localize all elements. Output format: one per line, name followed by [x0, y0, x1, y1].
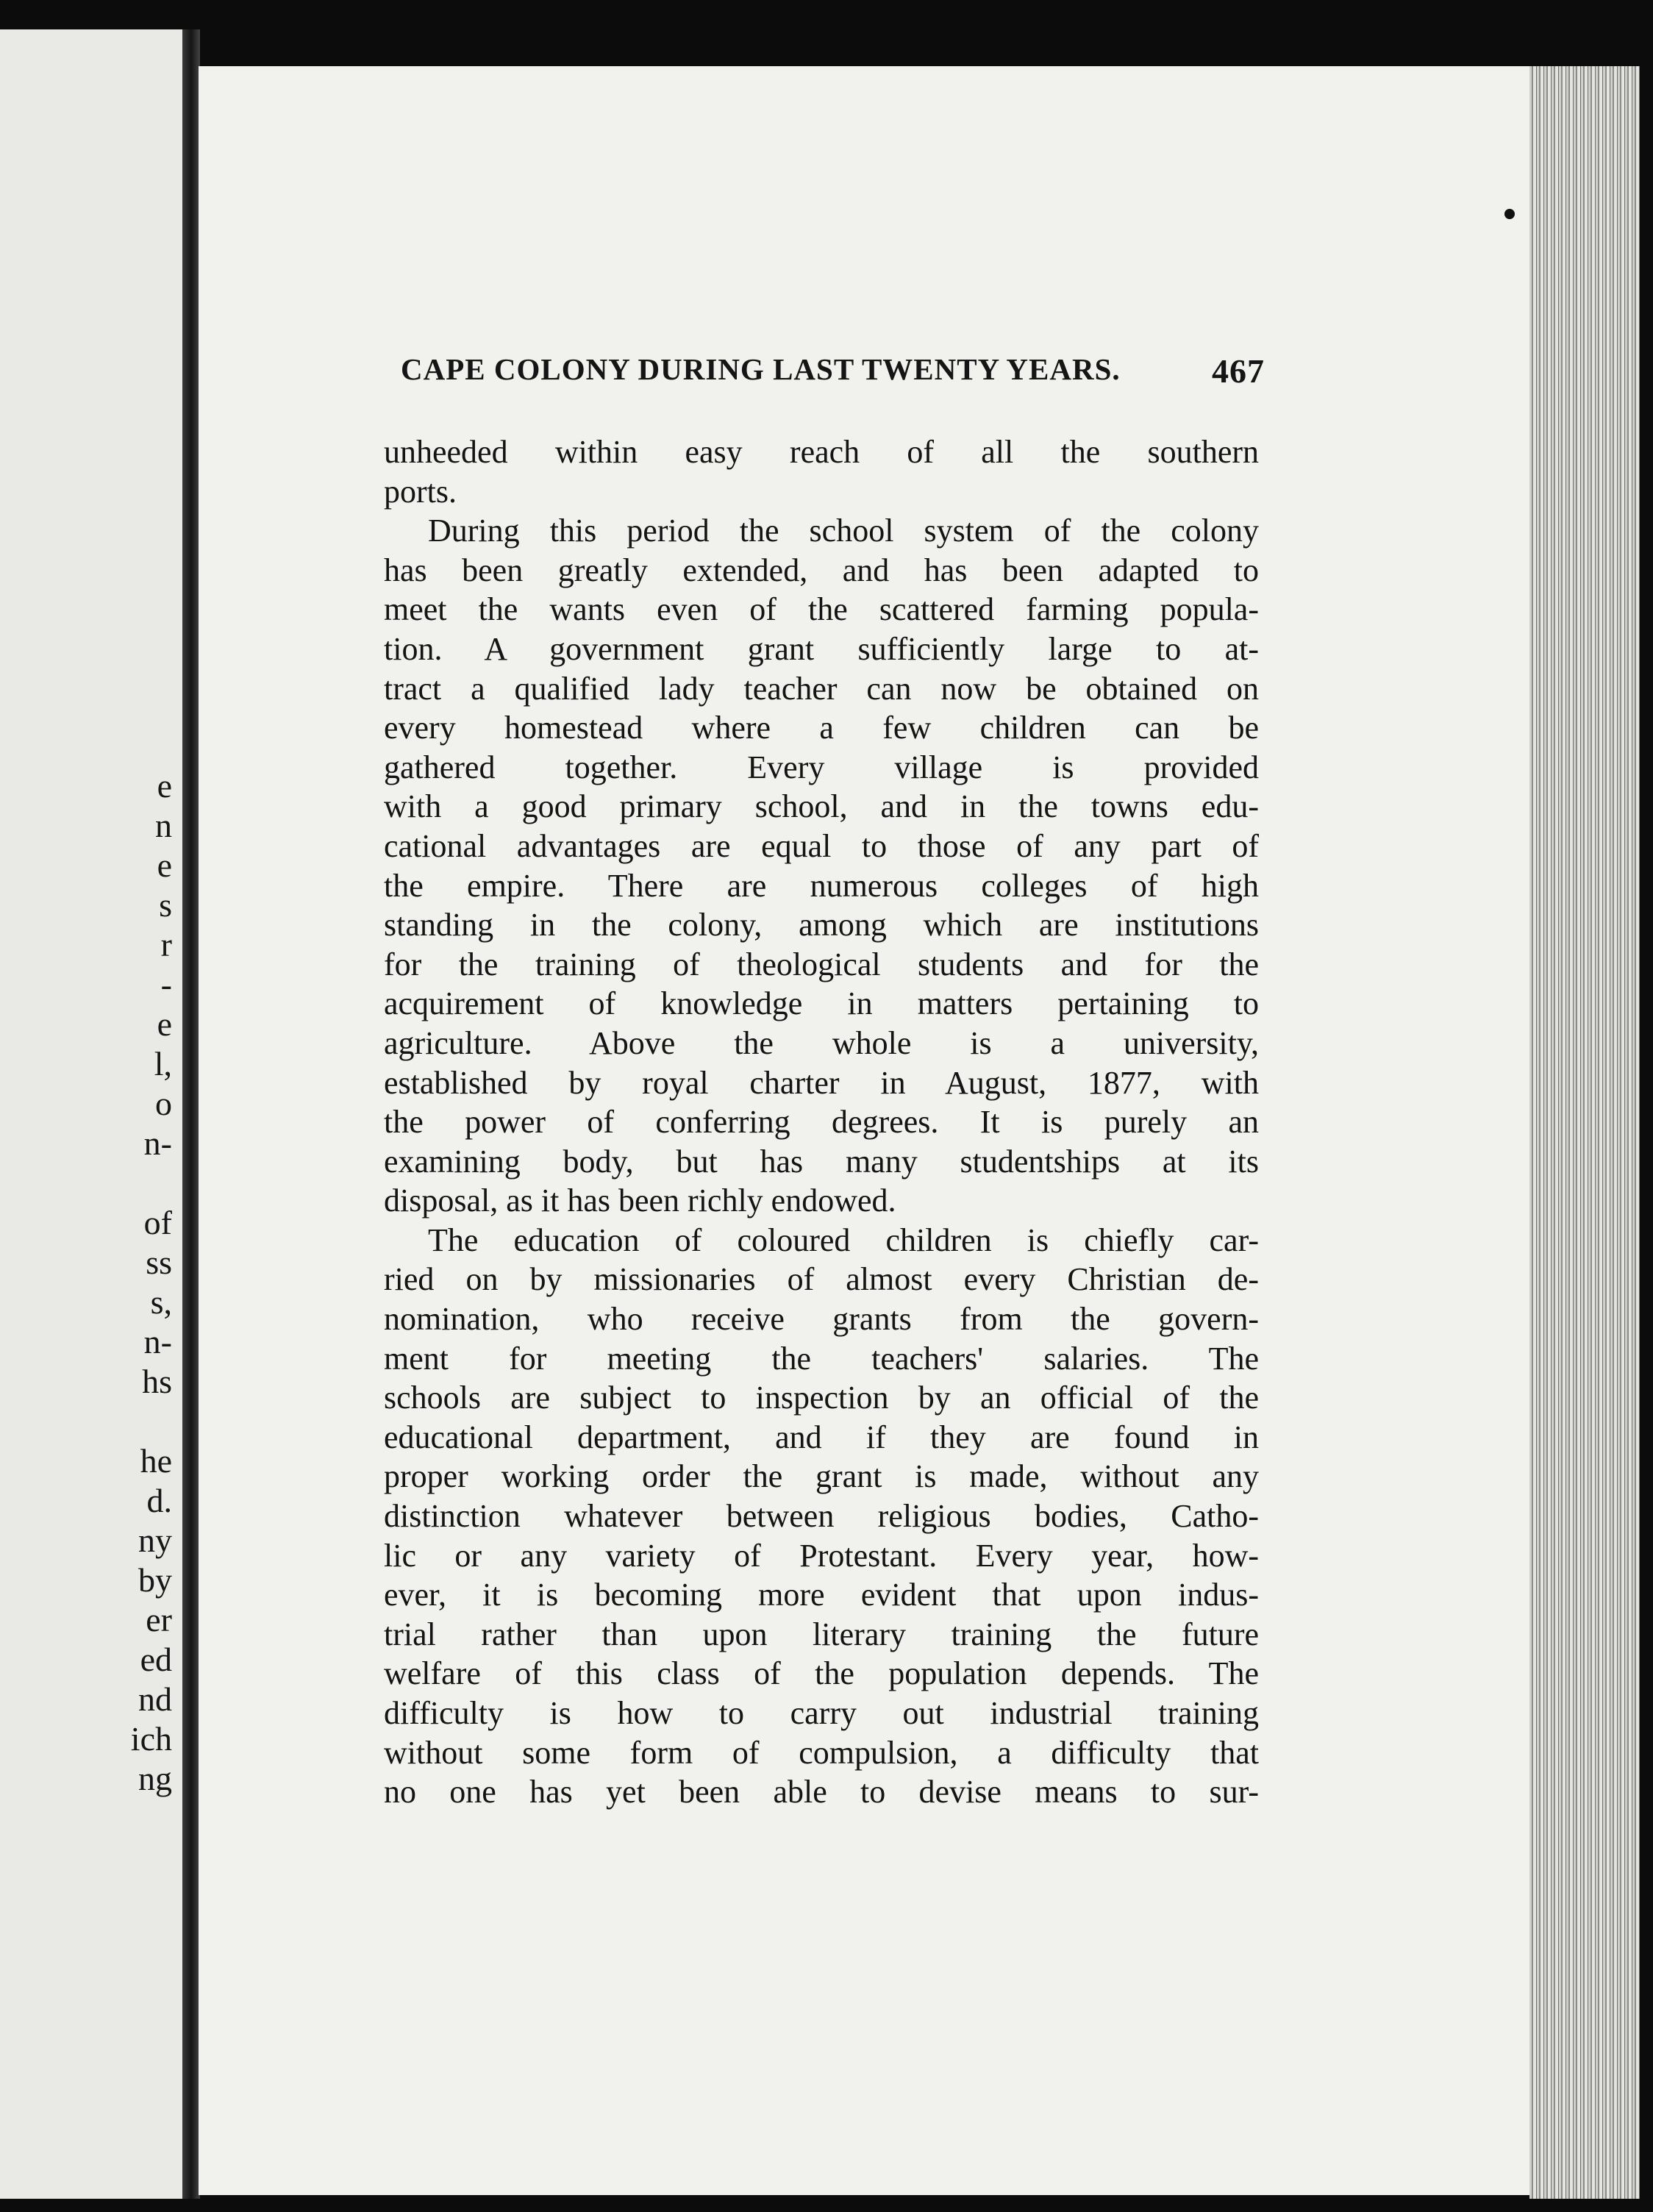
text-line: proper working order the grant is made, without any	[384, 1458, 1259, 1495]
text-line: meet the wants even of the scattered farming popula-	[384, 591, 1259, 628]
text-line: with a good primary school, and in the towns edu-	[384, 788, 1259, 825]
text-line: gathered together. Every village is provided	[384, 749, 1259, 785]
previous-page-fragment: by	[138, 1561, 172, 1599]
previous-page-fragment: ny	[138, 1521, 172, 1559]
text-line: without some form of compulsion, a difficulty that	[384, 1734, 1259, 1771]
previous-page-fragment: er	[146, 1601, 172, 1638]
text-line: difficulty is how to carry out industrial training	[384, 1695, 1259, 1731]
previous-page-fragment: l,	[154, 1045, 172, 1082]
text-line: examining body, but has many studentships at its	[384, 1143, 1259, 1180]
previous-page-fragment: ng	[138, 1760, 172, 1797]
previous-page-fragment: hs	[142, 1363, 172, 1400]
text-line: for the training of theological students and for the	[384, 946, 1259, 982]
text-line: no one has yet been able to devise means to sur-	[384, 1774, 1259, 1810]
previous-page-fragment: n-	[143, 1323, 172, 1360]
text-line: the empire. There are numerous colleges of high	[384, 867, 1259, 904]
previous-page-fragment: ss	[146, 1244, 172, 1281]
text-line: established by royal charter in August, 1877, with	[384, 1064, 1259, 1101]
previous-page-fragment: he	[140, 1442, 172, 1480]
text-line: welfare of this class of the population depends. The	[384, 1655, 1259, 1692]
previous-page-fragment: o	[155, 1085, 172, 1122]
text-line: ports.	[384, 473, 457, 510]
text-line: distinction whatever between religious bodies, Catho-	[384, 1498, 1259, 1535]
text-line: ever, it is becoming more evident that upon indus-	[384, 1577, 1259, 1613]
previous-page-fragment: nd	[138, 1680, 172, 1718]
text-line: schools are subject to inspection by an official of the	[384, 1380, 1259, 1416]
previous-page-fragment: n	[155, 807, 172, 844]
previous-page-fragment: of	[143, 1204, 172, 1241]
previous-page-fragment: ed	[140, 1641, 172, 1678]
scan-speck	[1504, 209, 1515, 219]
previous-page-fragment: ich	[130, 1720, 172, 1758]
previous-page-fragment: e	[157, 846, 172, 884]
previous-page-edge	[0, 29, 182, 2199]
page-edges	[1529, 66, 1640, 2199]
text-line: During this period the school system of the colony	[428, 513, 1259, 549]
previous-page-fragment: n-	[143, 1124, 172, 1162]
running-title: CAPE COLONY DURING LAST TWENTY YEARS.	[401, 352, 1121, 386]
text-line: trial rather than upon literary training the future	[384, 1616, 1259, 1652]
previous-page-fragment: e	[157, 1005, 172, 1043]
running-head	[401, 352, 1265, 396]
book-gutter	[182, 29, 200, 2199]
previous-page-fragment: -	[160, 966, 172, 1003]
text-line: has been greatly extended, and has been adapted to	[384, 552, 1259, 588]
text-line: disposal, as it has been richly endowed.	[384, 1182, 896, 1219]
text-line: tion. A government grant sufficiently large to at-	[384, 630, 1259, 667]
text-line: unheeded within easy reach of all the southern	[384, 434, 1259, 470]
body-text	[384, 432, 1259, 1812]
text-line: The education of coloured children is chiefly car-	[428, 1221, 1259, 1258]
text-line: educational department, and if they are found in	[384, 1419, 1259, 1455]
previous-page-fragment: e	[157, 767, 172, 804]
previous-page-fragment: s,	[150, 1283, 172, 1321]
text-line: ment for meeting the teachers' salaries. The	[384, 1340, 1259, 1377]
previous-page-fragment: r	[160, 926, 172, 963]
text-line: acquirement of knowledge in matters pertaining to	[384, 985, 1259, 1022]
page-number: 467	[1212, 352, 1265, 390]
text-line: tract a qualified lady teacher can now be obtained on	[384, 670, 1259, 707]
text-line: standing in the colony, among which are institutions	[384, 907, 1259, 943]
previous-page-fragment: d.	[146, 1482, 172, 1519]
text-line: agriculture. Above the whole is a university,	[384, 1024, 1259, 1061]
text-line: cational advantages are equal to those of any part of	[384, 827, 1259, 864]
text-line: ried on by missionaries of almost every Christian de-	[384, 1261, 1259, 1298]
previous-page-fragment: s	[159, 886, 172, 924]
text-line: every homestead where a few children can be	[384, 710, 1259, 746]
text-line: lic or any variety of Protestant. Every year, how-	[384, 1537, 1259, 1574]
text-line: the power of conferring degrees. It is purely an	[384, 1104, 1259, 1141]
text-line: nomination, who receive grants from the govern-	[384, 1301, 1259, 1338]
